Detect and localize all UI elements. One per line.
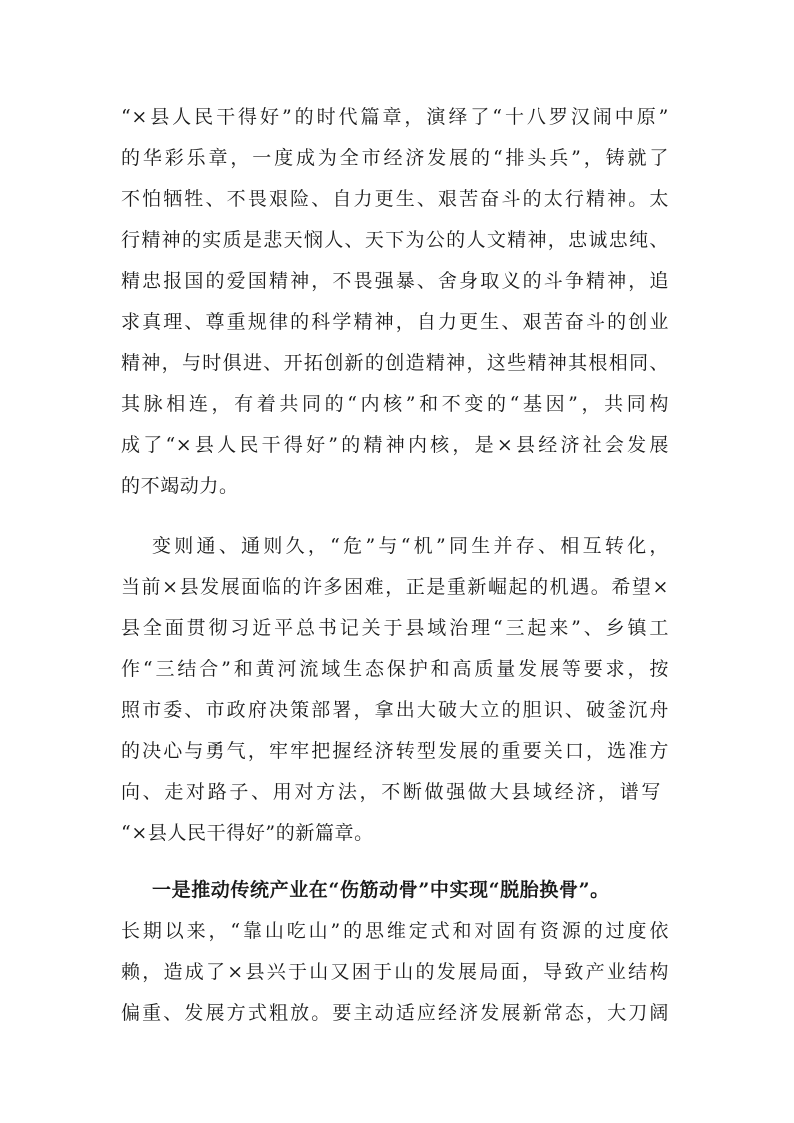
text-line: 精神，与时俱进、开拓创新的创造精神，这些精神其根相同、: [121, 352, 669, 374]
text-line: 偏重、发展方式粗放。要主动适应经济发展新常态，大刀阔: [121, 1002, 669, 1024]
text-line: 作“三结合”和黄河流域生态保护和高质量发展等要求，按: [121, 658, 669, 680]
section-heading: 一是推动传统产业在“伤筋动骨”中实现“脱胎换骨”。: [152, 879, 610, 901]
text-line: 成了“×县人民干得好”的精神内核，是×县经济社会发展: [121, 434, 669, 456]
text-line: 当前×县发展面临的许多困难，正是重新崛起的机遇。希望×: [121, 576, 669, 598]
text-line: 的华彩乐章，一度成为全市经济发展的“排头兵”，铸就了: [121, 147, 669, 169]
text-line: 的不竭动力。: [121, 475, 239, 497]
text-line: 精忠报国的爱国精神，不畏强暴、舍身取义的斗争精神，追: [121, 270, 669, 292]
text-line: “×县人民干得好”的新篇章。: [121, 822, 374, 844]
text-line: 县全面贯彻习近平总书记关于县域治理“三起来”、乡镇工: [121, 617, 669, 639]
text-line: 求真理、尊重规律的科学精神，自力更生、艰苦奋斗的创业: [121, 311, 669, 333]
text-line: 的决心与勇气，牢牢把握经济转型发展的重要关口，选准方: [121, 740, 669, 762]
text-line: 行精神的实质是悲天悯人、天下为公的人文精神，忠诚忠纯、: [121, 229, 669, 251]
text-line: 照市委、市政府决策部署，拿出大破大立的胆识、破釜沉舟: [121, 699, 669, 721]
text-line: 不怕牺牲、不畏艰险、自力更生、艰苦奋斗的太行精神。太: [121, 188, 669, 210]
text-line: 向、走对路子、用对方法，不断做强做大县域经济，谱写: [121, 781, 661, 803]
text-line: “×县人民干得好”的时代篇章，演绎了“十八罗汉闹中原”: [121, 106, 669, 128]
text-line: 长期以来，“靠山吃山”的思维定式和对固有资源的过度依: [121, 920, 669, 942]
text-line: 其脉相连，有着共同的“内核”和不变的“基因”，共同构: [121, 393, 669, 415]
text-line: 变则通、通则久，“危”与“机”同生并存、相互转化，: [152, 535, 669, 557]
text-line: 赖，造成了×县兴于山又困于山的发展局面，导致产业结构: [121, 961, 669, 983]
